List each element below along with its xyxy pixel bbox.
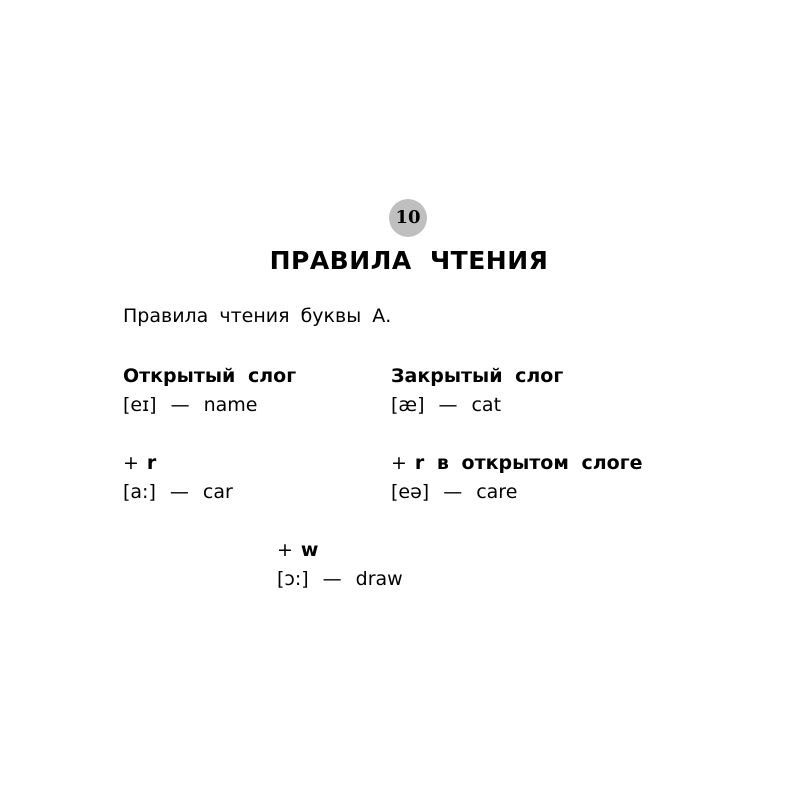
- page-number-badge: [389, 199, 427, 237]
- phonetic-transcription: [eə]: [391, 481, 430, 503]
- rule-closed-syllable: [391, 362, 563, 420]
- example-word: car: [202, 481, 233, 503]
- rule-heading-text: Закрытый слог: [391, 365, 564, 387]
- phonetic-transcription: [eɪ]: [123, 394, 157, 416]
- rule-heading-text: r: [146, 452, 157, 474]
- dash: —: [322, 568, 342, 590]
- plus-sign: +: [391, 452, 407, 474]
- dash: —: [443, 481, 463, 503]
- rule-open-syllable: [123, 362, 296, 420]
- phonetic-transcription: [æ]: [391, 394, 425, 416]
- rule-heading: [277, 536, 403, 565]
- rule-plus-w: [277, 536, 403, 594]
- rule-plus-r: [123, 449, 233, 507]
- example-word: care: [476, 481, 518, 503]
- rule-heading: [391, 449, 643, 478]
- example-word: draw: [355, 568, 403, 590]
- dash: —: [438, 394, 458, 416]
- rule-line: [391, 478, 643, 507]
- phonetic-transcription: [a:]: [123, 481, 156, 503]
- rule-heading-text: r в открытом слоге: [414, 452, 643, 474]
- example-word: name: [203, 394, 258, 416]
- rule-heading: [123, 449, 233, 478]
- page-number: 10: [395, 207, 421, 228]
- plus-sign: +: [123, 452, 139, 474]
- page-title: ПРАВИЛА ЧТЕНИЯ: [269, 246, 549, 275]
- dash: —: [170, 394, 190, 416]
- example-word: cat: [471, 394, 502, 416]
- rule-heading-text: w: [300, 539, 319, 561]
- rule-line: [123, 391, 296, 420]
- rule-heading: [391, 362, 563, 391]
- rule-line: [391, 391, 563, 420]
- rule-heading-text: Открытый слог: [123, 365, 297, 387]
- plus-sign: +: [277, 539, 293, 561]
- rule-heading: [123, 362, 296, 391]
- phonetic-transcription: [ɔ:]: [277, 568, 309, 590]
- dash: —: [169, 481, 189, 503]
- rule-plus-r-open-syllable: [391, 449, 643, 507]
- rule-line: [277, 565, 403, 594]
- intro-text: Правила чтения буквы А.: [123, 305, 392, 327]
- rule-line: [123, 478, 233, 507]
